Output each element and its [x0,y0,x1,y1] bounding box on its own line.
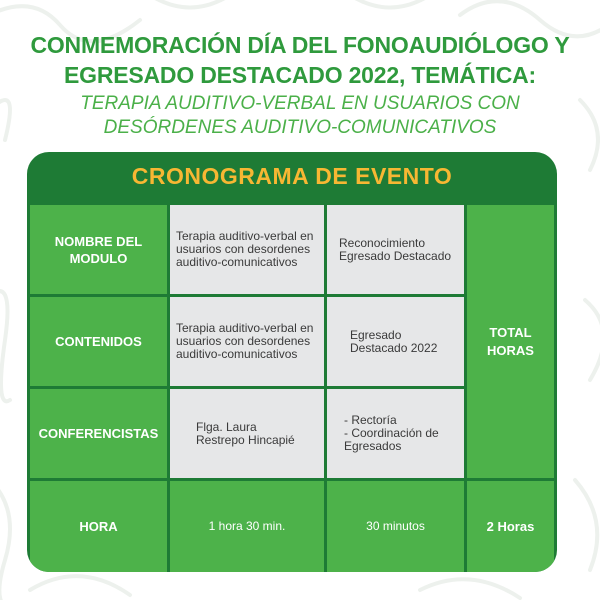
row-label-text: HORA [79,519,118,534]
total-hours-header: TOTAL HORAS [467,205,554,478]
row-label-text: CONFERENCISTAS [38,426,159,441]
cell-text: 1 hora 30 min. [208,519,286,533]
event-title [0,30,600,90]
event-subtitle-line-1: TERAPIA AUDITIVO-VERBAL EN USUARIOS CON [80,93,520,114]
cell-text: - Rectoría - Coordinación de Egresados [344,413,439,453]
row-1-recognition-cell [327,297,464,386]
row-label-conferencistas [30,389,167,478]
row-2-module-cell [170,389,324,478]
row-3-recognition-time-cell [327,481,464,572]
row-label-hora [30,481,167,572]
cell-text: Terapia auditivo-verbal en usuarios con desordenes auditivo-comunicativos [176,321,314,361]
row-2-recognition-cell [327,389,464,478]
row-label-contenidos [30,297,167,386]
row-label-text: CONTENIDOS [55,334,142,349]
header [0,30,600,140]
schedule-card [27,152,557,572]
row-label-nombre-modulo [30,205,167,294]
row-0-module-cell [170,205,324,294]
cell-text: Egresado Destacado 2022 [350,327,438,355]
event-subtitle-line-2: DESÓRDENES AUDITIVO-COMUNICATIVOS [103,117,497,138]
event-title-line-1: CONMEMORACIÓN DÍA DEL FONOAUDIÓLOGO Y [30,32,570,58]
cell-text: Terapia auditivo-verbal en usuarios con desordenes auditivo-comunicativos [176,229,314,269]
row-3-module-time-cell [170,481,324,572]
row-label-text: NOMBRE DEL MODULO [54,233,143,266]
row-1-module-cell [170,297,324,386]
schedule-title: CRONOGRAMA DE EVENTO [131,163,453,189]
cell-text: Flga. Laura Restrepo Hincapié [196,419,295,447]
event-subtitle [0,92,600,140]
cell-text: Reconocimiento Egresado Destacado [339,235,452,263]
cell-text: 30 minutos [366,519,425,533]
row-0-recognition-cell [327,205,464,294]
total-hours-value: 2 Horas [467,481,554,572]
event-title-line-2: EGRESADO DESTACADO 2022, TEMÁTICA: [64,62,536,88]
